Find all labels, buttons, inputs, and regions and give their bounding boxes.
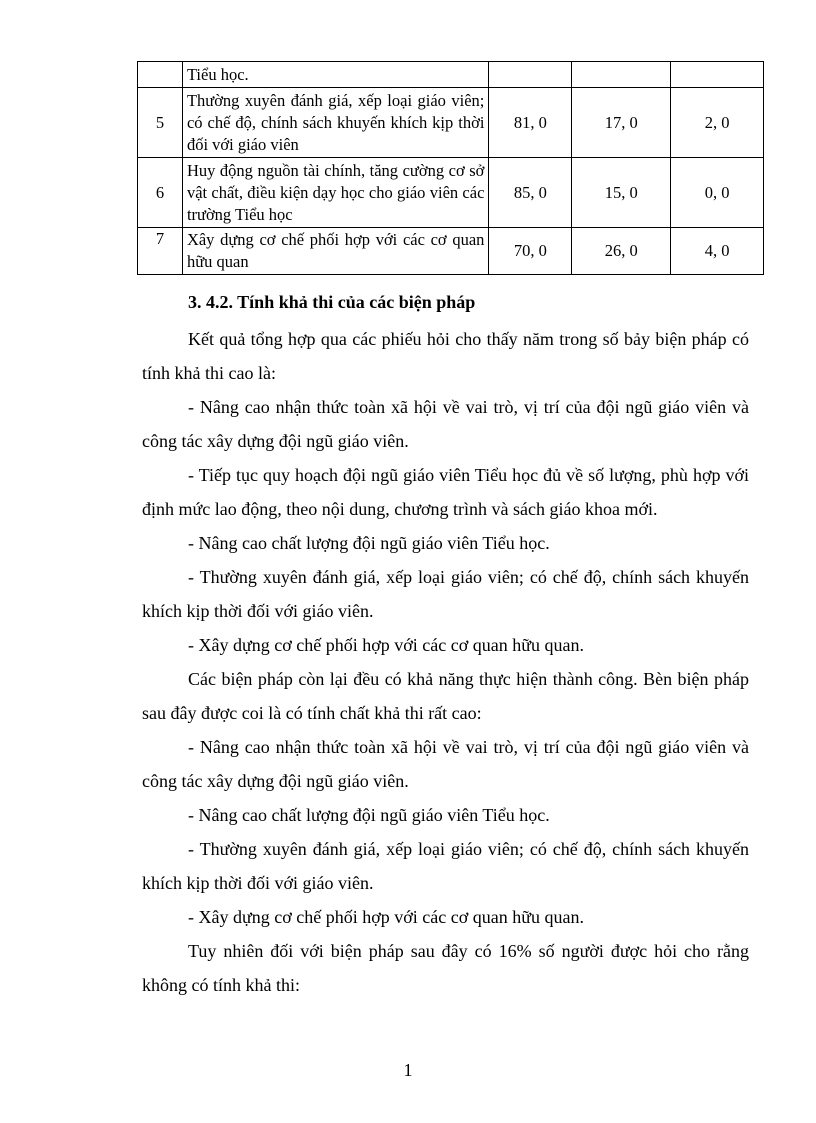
row-number: 5 [138,88,183,158]
survey-results-table [137,61,764,275]
value-cell: 0, 0 [671,158,764,228]
measure-text: Xây dựng cơ chế phối hợp với các cơ quan hữu quan [182,228,488,275]
paragraph: Tuy nhiên đối với biện pháp sau đây có 16% số người được hỏi cho rằng không có tính khả thi: [142,941,749,995]
measure-text: Tiểu học. [182,62,488,88]
list-item: - Tiếp tục quy hoạch đội ngũ giáo viên Tiểu học đủ về số lượng, phù hợp với định mức lao động, theo nội dung, chương trình và sách giáo khoa mới. [142,465,749,519]
value-cell [572,62,671,88]
paragraph: Kết quả tổng hợp qua các phiếu hỏi cho thấy năm trong số bảy biện pháp có tính khả thi cao là: [142,329,749,383]
table-row [138,228,764,275]
row-number: 6 [138,158,183,228]
value-cell: 15, 0 [572,158,671,228]
list-item: - Thường xuyên đánh giá, xếp loại giáo viên; có chế độ, chính sách khuyến khích kịp thời đối với giáo viên. [142,567,749,621]
value-cell [671,62,764,88]
section-heading: 3. 4.2. Tính khả thi của các biện pháp [188,292,476,312]
list-item: - Thường xuyên đánh giá, xếp loại giáo viên; có chế độ, chính sách khuyến khích kịp thời đối với giáo viên. [142,839,749,893]
value-cell [489,62,572,88]
measure-text: Huy động nguồn tài chính, tăng cường cơ sở vật chất, điều kiện dạy học cho giáo viên các trường Tiểu học [182,158,488,228]
value-cell: 81, 0 [489,88,572,158]
list-item: - Nâng cao chất lượng đội ngũ giáo viên Tiểu học. [188,805,550,825]
document-body [142,290,749,1002]
row-number [138,62,183,88]
value-cell: 4, 0 [671,228,764,275]
table-row [138,88,764,158]
list-item: - Nâng cao chất lượng đội ngũ giáo viên Tiểu học. [188,533,550,553]
list-item: - Nâng cao nhận thức toàn xã hội về vai trò, vị trí của đội ngũ giáo viên và công tác xây dựng đội ngũ giáo viên. [142,397,749,451]
value-cell: 26, 0 [572,228,671,275]
value-cell: 2, 0 [671,88,764,158]
list-item: - Nâng cao nhận thức toàn xã hội về vai trò, vị trí của đội ngũ giáo viên và công tác xây dựng đội ngũ giáo viên. [142,737,749,791]
value-cell: 17, 0 [572,88,671,158]
measure-text: Thường xuyên đánh giá, xếp loại giáo viên; có chế độ, chính sách khuyến khích kịp thời đối với giáo viên [182,88,488,158]
page-number: 1 [403,1060,413,1080]
list-item: - Xây dựng cơ chế phối hợp với các cơ quan hữu quan. [188,635,584,655]
paragraph: Các biện pháp còn lại đều có khả năng thực hiện thành công. Bèn biện pháp sau đây được coi là có tính chất khả thi rất cao: [142,669,749,723]
table-row [138,62,764,88]
table-row [138,158,764,228]
value-cell: 70, 0 [489,228,572,275]
list-item: - Xây dựng cơ chế phối hợp với các cơ quan hữu quan. [188,907,584,927]
row-number: 7 [138,228,183,275]
value-cell: 85, 0 [489,158,572,228]
